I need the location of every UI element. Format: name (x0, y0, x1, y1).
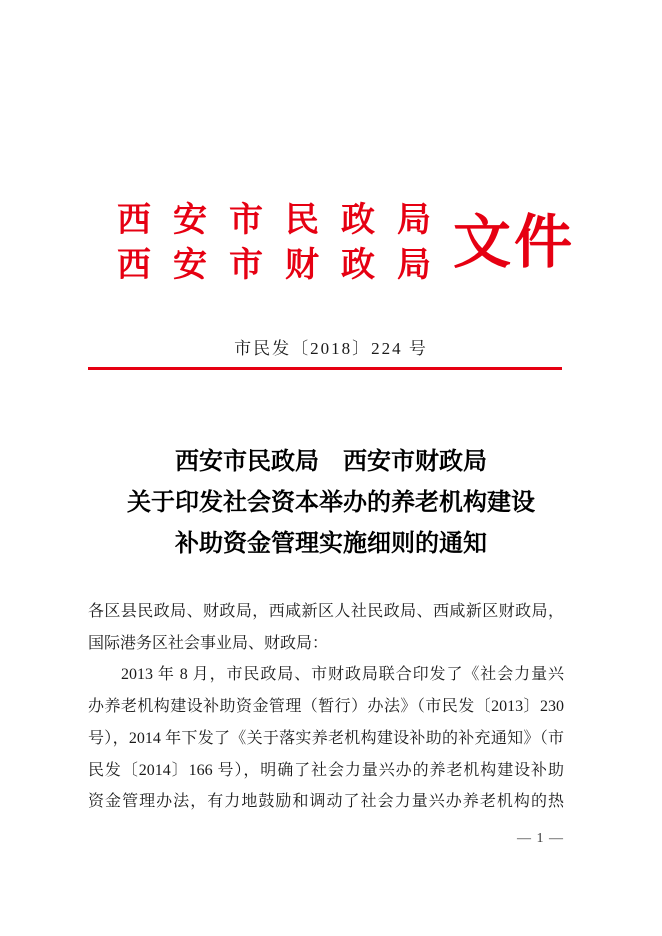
body-line: 民发〔2014〕166 号），明确了社会力量兴办的养老机构建设补助 (88, 761, 564, 779)
body-line: 各区县民政局、财政局，西咸新区人社民政局、西咸新区财政局， (88, 603, 564, 620)
body-line: 号），2014 年下发了《关于落实养老机构建设补助的补充通知》（市 (88, 729, 564, 747)
page-number: — 1 — (517, 831, 564, 846)
letterhead (117, 198, 575, 288)
doc-type-label: 文件 (453, 210, 576, 275)
body-line: 2013 年 8 月，市民政局、市财政局联合印发了《社会力量兴 (121, 666, 564, 684)
title-line-3: 补助资金管理实施细则的通知 (175, 530, 487, 557)
issuer-line-2: 西安市财政局 (117, 246, 453, 284)
issuer-line-1: 西安市民政局 (117, 201, 453, 239)
title-line-2: 关于印发社会资本举办的养老机构建设 (127, 489, 535, 516)
title-line-1: 西安市民政局 西安市财政局 (175, 448, 487, 475)
issuer-names (117, 198, 453, 288)
document-title (0, 441, 662, 564)
body-line: 办养老机构建设补助资金管理（暂行）办法》（市民发〔2013〕230 (88, 698, 564, 716)
red-divider-line (88, 367, 562, 370)
document-body (88, 596, 564, 818)
body-line: 资金管理办法，有力地鼓励和调动了社会力量兴办养老机构的热 (88, 793, 564, 811)
document-number: 市民发〔2018〕224 号 (234, 339, 428, 358)
body-line: 国际港务区社会事业局、财政局： (88, 634, 329, 652)
